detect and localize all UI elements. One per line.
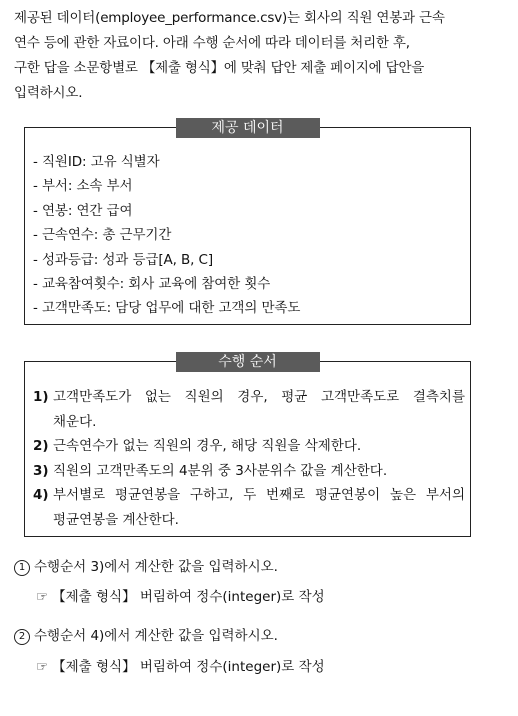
step-number: 3)	[33, 462, 49, 479]
data-field-item: - 부서: 소속 부서	[33, 178, 133, 195]
procedure-step	[33, 385, 465, 434]
procedure-step	[33, 459, 465, 484]
step-text-continued: 평균연봉을 계산한다.	[53, 511, 179, 528]
question-text: 수행순서 3)에서 계산한 값을 입력하시오.	[34, 559, 278, 575]
data-field-item: - 근속연수: 총 근무기간	[33, 227, 172, 244]
submission-format-1	[36, 585, 325, 605]
step-number: 2)	[33, 438, 49, 455]
data-field-item: - 교육참여횟수: 회사 교육에 참여한 횟수	[33, 276, 271, 293]
submission-format-text: 【제출 형식】 버림하여 정수(integer)로 작성	[52, 589, 325, 605]
submission-format-text: 【제출 형식】 버림하여 정수(integer)로 작성	[52, 659, 325, 675]
procedure-step	[33, 483, 465, 532]
procedure-box	[24, 354, 471, 537]
data-field-item: - 연봉: 연간 급여	[33, 202, 133, 219]
step-text: 부서별로 평균연봉을 구하고, 두 번째로 평균연봉이 높은 부서의	[53, 487, 465, 504]
question-2	[14, 624, 278, 645]
procedure-title: 수행 순서	[176, 352, 320, 372]
pointing-hand-icon: ☞	[36, 589, 49, 605]
data-field-list	[33, 150, 300, 321]
question-number-marker: 2	[14, 629, 30, 645]
step-text: 직원의 고객만족도의 4분위 중 3사분위수 값을 계산한다.	[53, 462, 388, 479]
provided-data-box	[24, 120, 471, 325]
submission-format-2	[36, 655, 325, 675]
question-text: 수행순서 4)에서 계산한 값을 입력하시오.	[34, 628, 278, 644]
intro-line: 제공된 데이터(employee_performance.csv)는 회사의 직원 연봉과 근속	[14, 10, 445, 26]
procedure-step	[33, 434, 465, 459]
intro-paragraph	[14, 6, 508, 106]
data-field-item: - 고객만족도: 담당 업무에 대한 고객의 만족도	[33, 300, 301, 317]
intro-line: 연수 등에 관한 자료이다. 아래 수행 순서에 따라 데이터를 처리한 후,	[14, 35, 410, 51]
intro-line: 구한 답을 소문항별로 【제출 형식】에 맞춰 답안 제출 페이지에 답안을	[14, 60, 425, 76]
step-number: 1)	[33, 389, 49, 405]
data-field-item: - 성과등급: 성과 등급[A, B, C]	[33, 251, 214, 268]
question-number-marker: 1	[14, 560, 30, 576]
step-text: 근속연수가 없는 직원의 경우, 해당 직원을 삭제한다.	[53, 438, 362, 455]
question-1	[14, 555, 278, 576]
step-text-continued: 채운다.	[53, 413, 97, 430]
data-field-item: - 직원ID: 고유 식별자	[33, 154, 160, 170]
step-text: 고객만족도가 없는 직원의 경우, 평균 고객만족도로 결측치를	[53, 389, 465, 405]
pointing-hand-icon: ☞	[36, 659, 49, 675]
step-number: 4)	[33, 487, 49, 504]
provided-data-title: 제공 데이터	[176, 118, 320, 138]
intro-line: 입력하시오.	[14, 85, 83, 101]
procedure-step-list	[33, 385, 465, 533]
